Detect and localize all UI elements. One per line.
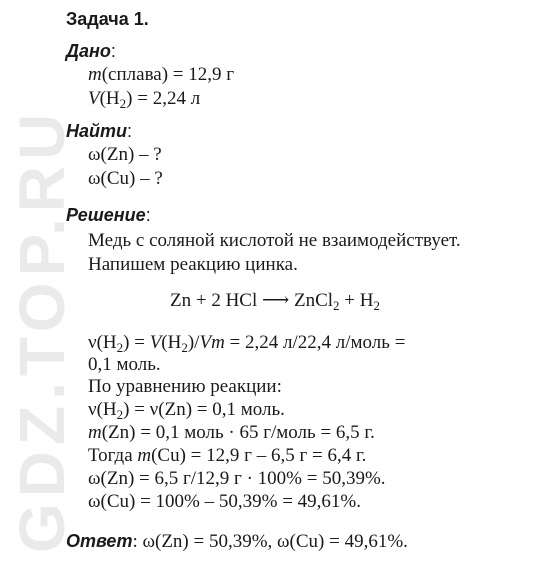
given-label: Дано — [66, 41, 111, 61]
calc-moles-h2: $\nu(H_2) = V(H_2)/Vm = 2,24$ л/22,4 л/моль = — [88, 332, 406, 355]
task-title: Задача 1. — [66, 9, 149, 29]
answer-line: Ответ: ω(Zn) = 50,39%, ω(Cu) = 49,61%. — [66, 531, 408, 552]
given-mass — [88, 64, 234, 86]
volume-symbol: V — [88, 88, 100, 109]
calc-mass-zn: m(Zn) = 0,1 моль · 65 г/моль = 6,5 г. — [88, 422, 375, 443]
calc-moles-zn: $\nu(H_2) = \nu(Zn) = 0,1$ моль. — [88, 399, 285, 422]
find-label: Найти — [66, 121, 128, 141]
mass-symbol: m — [88, 64, 102, 85]
per-equation-text: По уравнению реакции: — [88, 376, 282, 397]
calc-fraction-zn: ω(Zn) = 6,5 г/12,9 г · 100% = 50,39%. — [88, 468, 386, 489]
calc-mass-cu: Тогда m(Cu) = 12,9 г – 6,5 г = 6,4 г. — [88, 445, 367, 466]
calc-moles-h2-cont: 0,1 моль. — [88, 354, 161, 375]
solution-heading: Решение: — [66, 205, 151, 225]
find-item: ω(Zn) – ? — [88, 144, 162, 165]
solution-line: Медь с соляной кислотой не взаимодействует. — [88, 230, 461, 251]
answer-label: Ответ — [66, 531, 133, 551]
given-heading: Дано: — [66, 41, 116, 61]
solution-line: Напишем реакцию цинка. — [88, 254, 298, 275]
answer-text: ω(Zn) = 50,39%, ω(Cu) = 49,61%. — [142, 531, 408, 552]
given-volume: $V(H_2) = 2,24$ л — [88, 88, 201, 111]
calc-fraction-cu: ω(Cu) = 100% – 50,39% = 49,61%. — [88, 491, 361, 512]
solution-label: Решение — [66, 205, 146, 225]
find-heading: Найти: — [66, 121, 133, 141]
reaction-equation: Zn + 2 HCl ⟶ ZnCl$_2$ + $H_2$ — [170, 290, 380, 313]
mass-text: (сплава) = 12,9 г — [101, 64, 235, 85]
watermark: GDZ.TOP.RU — [6, 107, 78, 553]
find-item: ω(Cu) – ? — [88, 168, 163, 189]
